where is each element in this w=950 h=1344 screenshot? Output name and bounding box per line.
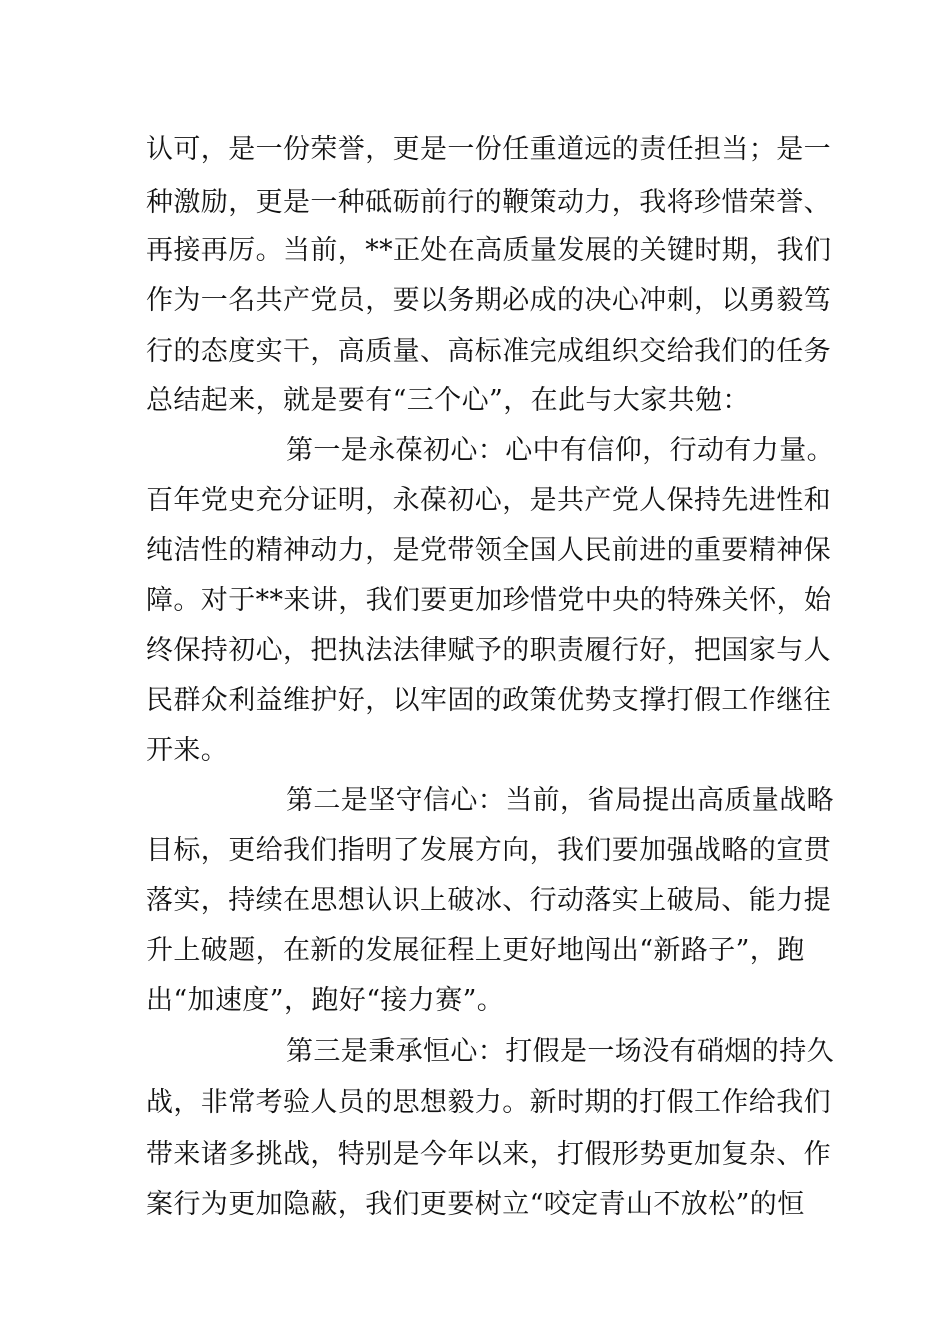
paragraph-line: 百年党史充分证明，永葆初心，是共产党人保持先进性和 xyxy=(146,485,831,516)
paragraph-line: 民群众利益维护好，以牢固的政策优势支撑打假工作继往 xyxy=(146,685,831,716)
paragraph-line: 障。对于**来讲，我们要更加珍惜党中央的特殊关怀，始 xyxy=(146,585,832,616)
section-heading-third: 第三是秉承恒心：打假是一场没有硝烟的持久 xyxy=(286,1036,834,1067)
paragraph-line: 纯洁性的精神动力，是党带领全国人民前进的重要精神保 xyxy=(146,535,831,566)
paragraph-line: 作为一名共产党员，要以务期必成的决心冲刺，以勇毅笃 xyxy=(146,285,831,316)
paragraph-line: 出“加速度”，跑好“接力赛”。 xyxy=(146,985,505,1016)
section-heading-first: 第一是永葆初心：心中有信仰，行动有力量。 xyxy=(286,435,834,466)
paragraph-line: 种激励，更是一种砥砺前行的鞭策动力，我将珍惜荣誉、 xyxy=(146,187,831,218)
paragraph-line: 案行为更加隐蔽，我们更要树立“咬定青山不放松”的恒 xyxy=(146,1189,805,1220)
paragraph-line: 行的态度实干，高质量、高标准完成组织交给我们的任务 xyxy=(146,336,831,367)
paragraph-line: 带来诸多挑战，特别是今年以来，打假形势更加复杂、作 xyxy=(146,1139,831,1170)
paragraph-line: 战，非常考验人员的思想毅力。新时期的打假工作给我们 xyxy=(146,1087,831,1118)
paragraph-line: 再接再厉。当前，**正处在高质量发展的关键时期，我们 xyxy=(146,235,832,266)
paragraph-line: 升上破题，在新的发展征程上更好地闯出“新路子”，跑 xyxy=(146,935,805,966)
paragraph-line: 总结起来，就是要有“三个心”，在此与大家共勉： xyxy=(146,385,750,416)
paragraph-line: 开来。 xyxy=(146,735,229,766)
paragraph-line: 终保持初心，把执法法律赋予的职责履行好，把国家与人 xyxy=(146,635,831,666)
paragraph-line: 目标，更给我们指明了发展方向，我们要加强战略的宣贯 xyxy=(146,835,831,866)
paragraph-line: 落实，持续在思想认识上破冰、行动落实上破局、能力提 xyxy=(146,885,831,916)
section-heading-second: 第二是坚守信心：当前，省局提出高质量战略 xyxy=(286,785,834,816)
paragraph-line: 认可，是一份荣誉，更是一份任重道远的责任担当；是一 xyxy=(146,134,831,165)
